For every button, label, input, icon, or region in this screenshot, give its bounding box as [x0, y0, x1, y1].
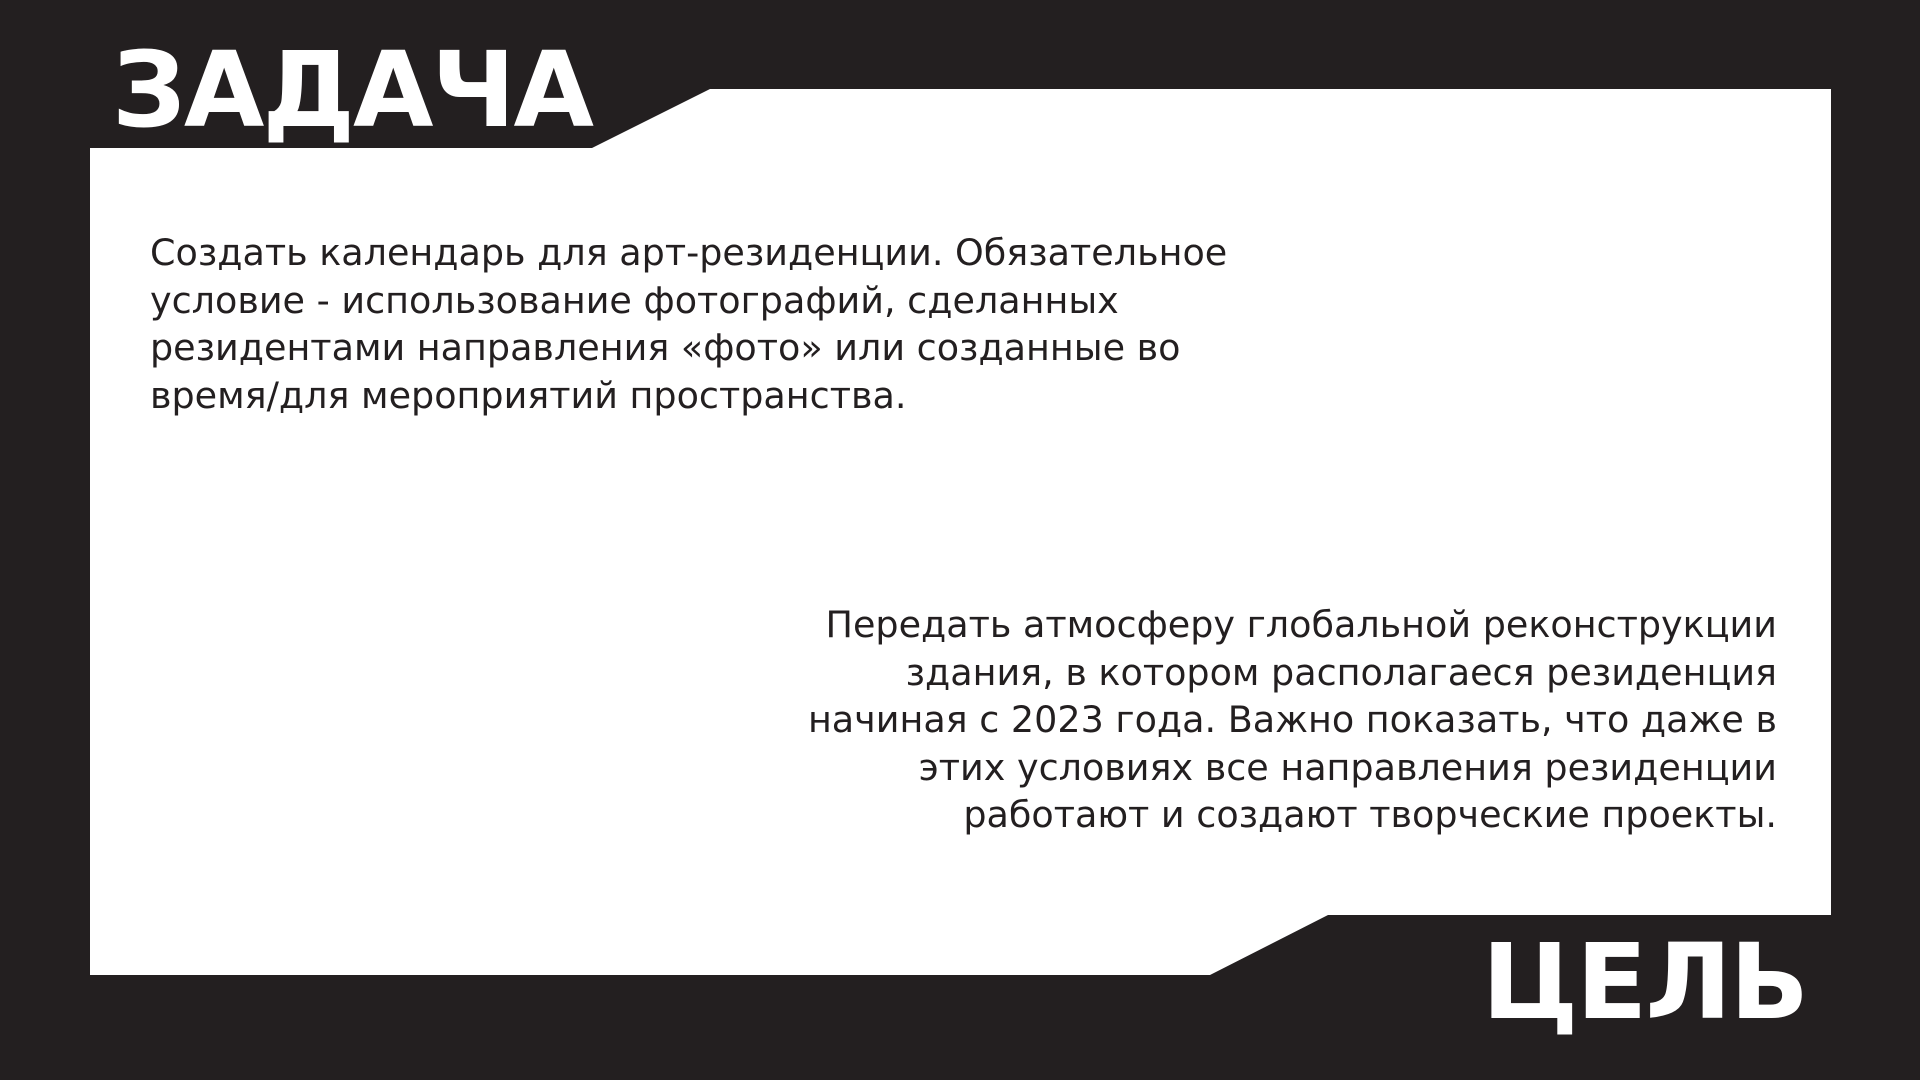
goal-line: этих условиях все направления резиденции	[918, 745, 1777, 789]
task-line: Создать календарь для арт-резиденции. Обязательное	[150, 231, 1228, 274]
goal-line: здания, в котором располагаеся резиденция	[905, 650, 1777, 694]
goal-heading: ЦЕЛЬ	[1481, 921, 1807, 1043]
task-line: время/для мероприятий пространства.	[150, 373, 907, 417]
panel-shape	[90, 89, 1831, 975]
goal-line: Передать атмосферу глобальной реконструкции	[825, 603, 1777, 646]
goal-line: начиная с 2023 года. Важно показать, что даже в	[807, 698, 1777, 741]
task-line: условие - использование фотографий, сделанных	[150, 278, 1119, 322]
goal-description	[597, 601, 1777, 839]
goal-line: работают и создают творческие проекты.	[963, 793, 1777, 836]
task-description	[150, 229, 1330, 419]
task-heading: ЗАДАЧА	[112, 29, 593, 151]
task-line: резидентами направления «фото» или созданные во	[150, 326, 1181, 369]
